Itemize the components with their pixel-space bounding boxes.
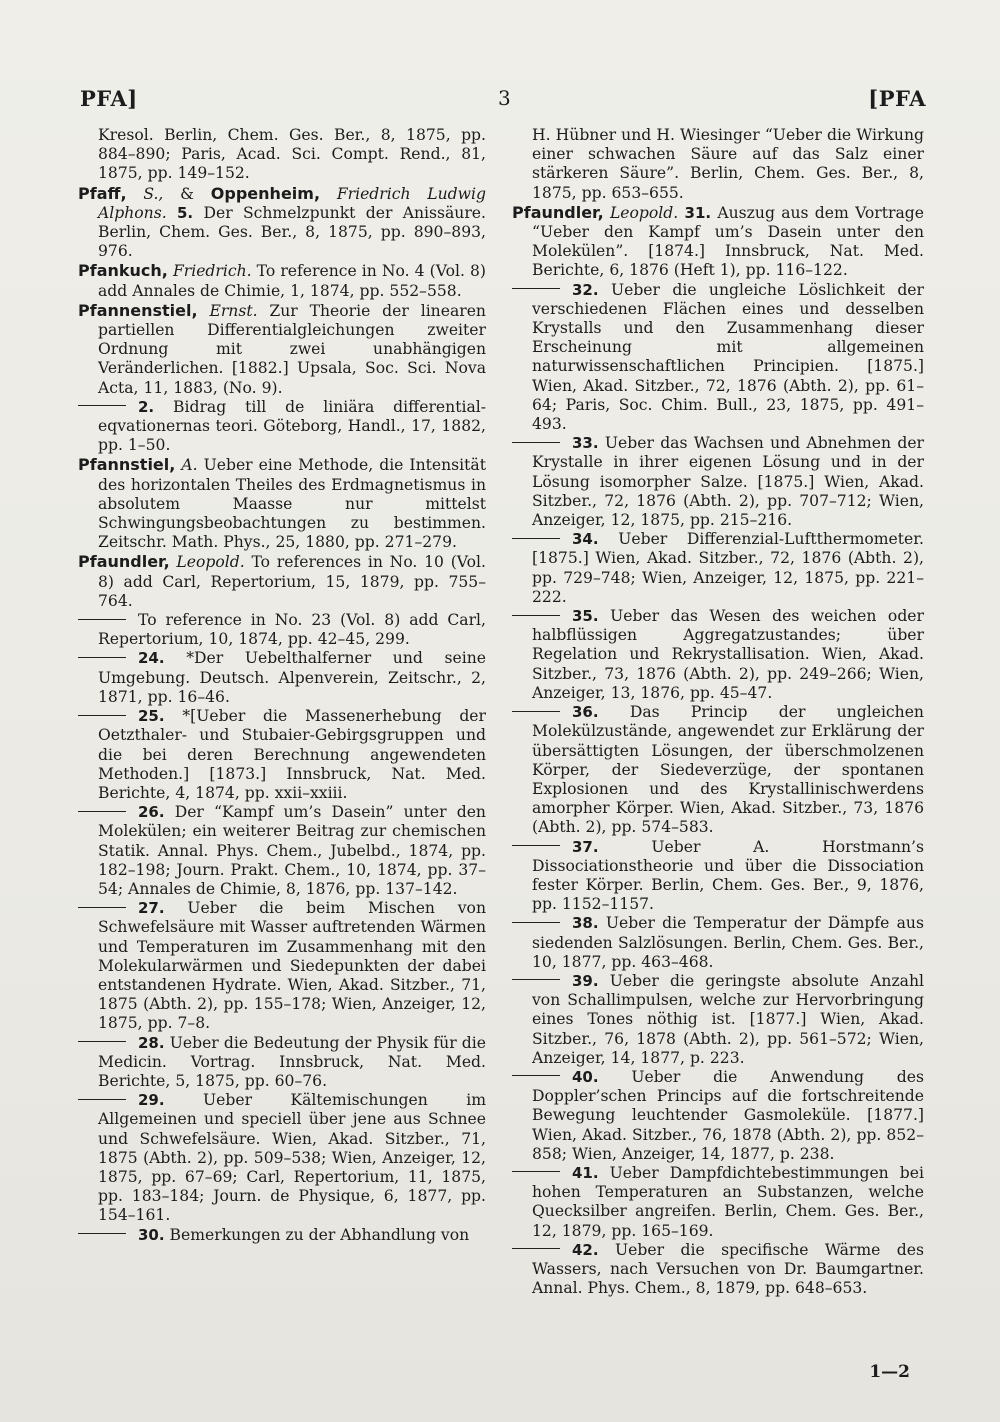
author-given-name: S.,	[143, 184, 164, 203]
ditto-rule	[78, 811, 126, 812]
ditto-rule	[512, 538, 560, 539]
entry-number: 2.	[138, 397, 155, 416]
entry-number: 41.	[572, 1163, 599, 1182]
entry-text: Ueber die beim Mischen von Schwefelsäure mit Wasser auftretenden Wärmen und Temperaturen im Zusammenhang mit den Molekularwärmen und Siedepunkten der dabei entstandenen Hydrate. Wien, Akad. Sitzber., 71, 1875 (Abth. 2), pp. 155–178; Wien, Anzeiger, 12, 1875, pp. 7–8.	[98, 899, 486, 1033]
entry-number: 38.	[572, 914, 599, 933]
ditto-rule	[78, 657, 126, 658]
entry-text: Ueber das Wesen des weichen oder halbflüssigen Aggregatzustandes; über Regelation und Rekrystallisation. Wien, Akad. Sitzber., 73, 1876 (Abth. 2), pp. 249–266; Wien, Anzeiger, 13, 1876, pp. 45–47.	[532, 607, 924, 702]
page-number: 3	[498, 86, 512, 110]
entry-text: Das Princip der ungleichen Molekülzustände, angewendet zur Erklärung der übersättigten Lösungen, der überschmolzenen Körper, der Siedeverzüge, der spontanen Explosionen und des Krystallinischwerdens amorpher Körper. Wien, Akad. Sitzber., 73, 1876 (Abth. 2), pp. 574–583.	[532, 703, 924, 837]
ditto-entry	[78, 649, 486, 707]
author-entry	[78, 301, 486, 398]
ditto-rule	[512, 711, 560, 712]
ditto-rule	[512, 1248, 560, 1249]
entry-text: To references in No. 10 (Vol. 8) add Carl, Repertorium, 15, 1879, pp. 755–764.	[98, 553, 486, 610]
author-given-name: Ernst.	[209, 301, 258, 320]
entry-text: Bemerkungen zu der Abhandlung von	[169, 1225, 470, 1244]
entry-number: 24.	[138, 649, 165, 668]
author-entry	[78, 552, 486, 611]
entry-number: 33.	[572, 434, 599, 453]
ditto-entry	[78, 398, 486, 456]
entry-text: Ueber die Bedeutung der Physik für die Medicin. Vortrag. Innsbruck, Nat. Med. Berichte, 5, 1875, pp. 60–76.	[98, 1033, 486, 1090]
ditto-rule	[512, 442, 560, 443]
author-name: Pfannenstiel,	[78, 300, 198, 320]
entry-text: *Der Uebelthalferner und seine Umgebung. Deutsch. Alpenverein, Zeitschr., 2, 1871, pp. 16–46.	[98, 649, 486, 706]
ditto-entry	[512, 838, 924, 915]
ditto-rule	[512, 922, 560, 923]
entry-number: 42.	[572, 1240, 599, 1259]
author-joiner: &	[180, 184, 211, 203]
entry-text: Ueber Dampfdichtebestimmungen bei hohen Temperaturen an Substanzen, welche Quecksilber angreifen. Berlin, Chem. Ges. Ber., 12, 1879, pp. 165–169.	[532, 1163, 924, 1240]
entry-number: 36.	[572, 703, 599, 722]
ditto-entry	[512, 1241, 924, 1299]
author-given-name: Leopold.	[609, 203, 679, 222]
author-name: Pfaundler,	[78, 552, 170, 572]
ditto-entry	[78, 611, 486, 649]
ditto-entry	[512, 530, 924, 607]
entry-text: Ueber die specifische Wärme des Wassers, nach Versuchen von Dr. Baumgartner. Annal. Phys. Chem., 8, 1879, pp. 648–653.	[532, 1240, 924, 1298]
author-name: Pfaundler,	[512, 202, 604, 222]
entry-text: Ueber Differenzial-Luftthermometer. [1875.] Wien, Akad. Sitzber., 72, 1876 (Abth. 2), pp. 729–748; Wien, Anzeiger, 12, 1875, pp. 221–222.	[532, 530, 924, 606]
author-entry	[78, 184, 486, 262]
ditto-entry	[512, 1068, 924, 1164]
ditto-rule	[78, 907, 126, 908]
entry-number: 37.	[572, 837, 599, 856]
entry-text: Ueber die ungleiche Löslichkeit der verschiedenen Flächen eines und desselben Krystalls und den Zusammenhang dieser Erscheinung mit allgemeinen naturwissenschaftlichen Principien. [1875.] Wien, Akad. Sitzber., 72, 1876 (Abth. 2), pp. 61–64; Paris, Soc. Chim. Bull., 23, 1875, pp. 491–493.	[532, 280, 924, 434]
entry-number: 25.	[138, 707, 165, 726]
entry-text: Der “Kampf um’s Dasein” unter den Molekülen; ein weiterer Beitrag zur chemischen Statik. Annal. Phys. Chem., Jubelbd., 1874, pp. 182–198; Journ. Prakt. Chem., 10, 1874, pp. 37–54; Annales de Chimie, 8, 1876, pp. 137–142.	[98, 803, 486, 898]
coauthor-name: Oppenheim,	[210, 183, 321, 203]
entry-number: 40.	[572, 1067, 599, 1086]
author-name: Pfankuch,	[78, 261, 168, 281]
entry-text: Ueber eine Methode, die Intensität des horizontalen Theiles des Erdmagnetismus in absolutem Maasse nur mittelst Schwingungsbeobachtungen zu bestimmen. Zeitschr. Math. Phys., 25, 1880, pp. 271–279.	[98, 456, 486, 552]
entry-text: Zur Theorie der linearen partiellen Differentialgleichungen zweiter Ordnung mit zwei unabhängigen Veränderlichen. [1882.] Upsala, Soc. Sci. Nova Acta, 11, 1883, (No. 9).	[98, 301, 486, 397]
entry-text: Ueber die Anwendung des Doppler’schen Princips auf die fortschreitende Bewegung leuchtender Gasmoleküle. [1877.] Wien, Akad. Sitzber., 76, 1878 (Abth. 2), pp. 852–858; Wien, Anzeiger, 14, 1877, p. 238.	[532, 1067, 924, 1163]
ditto-rule	[512, 615, 560, 616]
ditto-rule	[78, 1099, 126, 1100]
ditto-rule	[512, 1171, 560, 1172]
entry-text: To reference in No. 4 (Vol. 8) add Annales de Chimie, 1, 1874, pp. 552–558.	[98, 262, 486, 300]
ditto-rule	[78, 1041, 126, 1042]
left-column	[78, 126, 486, 1245]
entry-number: 32.	[572, 280, 599, 299]
ditto-rule	[78, 405, 126, 406]
signature-mark: 1—2	[869, 1362, 910, 1382]
author-given-name: A.	[181, 456, 198, 475]
ditto-rule	[512, 288, 560, 289]
ditto-rule	[512, 1075, 560, 1076]
author-entry	[78, 455, 486, 552]
entry-text: Ueber die Temperatur der Dämpfe aus siedenden Salzlösungen. Berlin, Chem. Ges. Ber., 10, 1877, pp. 463–468.	[532, 914, 924, 971]
entry-text: Ueber das Wachsen und Abnehmen der Krystalle in ihrer eigenen Lösung und in der Lösung isomorpher Salze. [1875.] Wien, Akad. Sitzber., 72, 1876 (Abth. 2), pp. 707–712; Wien, Anzeiger, 12, 1875, pp. 215–216.	[532, 434, 924, 530]
ditto-entry	[78, 1226, 486, 1245]
entry-text: Ueber A. Horstmann’s Dissociationstheorie und über die Dissociation fester Körper. Berlin, Chem. Ges. Ber., 9, 1876, pp. 1152–1157.	[532, 837, 924, 914]
entry-text: Ueber die geringste absolute Anzahl von Schallimpulsen, welche zur Hervorbringung eines Tones nöthig ist. [1877.] Wien, Akad. Sitzber., 76, 1878 (Abth. 2), pp. 561–572; Wien, Anzeiger, 14, 1877, p. 223.	[532, 971, 924, 1067]
entry-number: 27.	[138, 899, 165, 918]
entry-continuation	[512, 126, 924, 203]
author-entry	[78, 261, 486, 300]
running-head-left: PFA]	[80, 86, 138, 111]
entry-text: Der Schmelzpunkt der Anissäure. Berlin, Chem. Ges. Ber., 8, 1875, pp. 890–893, 976.	[98, 203, 486, 261]
entry-text: Bidrag till de liniära differential-eqvationernas teori. Göteborg, Handl., 17, 1882, pp. 1–50.	[98, 397, 486, 455]
entry-number: 30.	[138, 1225, 165, 1244]
entry-number: 29.	[138, 1091, 165, 1110]
entry-number: 26.	[138, 803, 165, 822]
ditto-entry	[78, 803, 486, 899]
ditto-rule	[78, 1233, 126, 1234]
entry-text: To reference in No. 23 (Vol. 8) add Carl, Repertorium, 10, 1874, pp. 42–45, 299.	[98, 611, 486, 649]
right-column	[512, 126, 924, 1298]
ditto-entry	[78, 899, 486, 1033]
ditto-entry	[512, 703, 924, 837]
ditto-entry	[512, 1164, 924, 1241]
entry-text: Auszug aus dem Vortrage “Ueber den Kampf um’s Dasein unter den Molekülen”. [1874.] Innsbruck, Nat. Med. Berichte, 6, 1876 (Heft 1), pp. 116–122.	[532, 203, 924, 280]
entry-continuation	[78, 126, 486, 184]
ditto-rule	[512, 979, 560, 980]
author-entry	[512, 203, 924, 281]
ditto-entry	[512, 972, 924, 1068]
ditto-rule	[512, 845, 560, 846]
ditto-rule	[78, 619, 126, 620]
entry-number: 39.	[572, 971, 599, 990]
entry-text: H. Hübner und H. Wiesinger “Ueber die Wirkung einer schwachen Säure auf das Salz einer stärkeren Säure”. Berlin, Chem. Ges. Ber., 8, 1875, pp. 653–655.	[532, 126, 924, 202]
author-given-name: Leopold.	[176, 553, 245, 572]
entry-number: 28.	[138, 1033, 165, 1052]
ditto-entry	[512, 607, 924, 703]
author-name: Pfaff,	[78, 183, 127, 203]
entry-text: *[Ueber die Massenerhebung der Oetzthaler- und Stubaier-Gebirgsgruppen und die bei deren Berechnung angewendeten Methoden.] [1873.] Innsbruck, Nat. Med. Berichte, 4, 1874, pp. xxii–xxiii.	[98, 707, 486, 802]
ditto-entry	[512, 434, 924, 530]
ditto-entry	[78, 707, 486, 803]
running-head-right: [PFA	[868, 86, 926, 111]
ditto-rule	[78, 715, 126, 716]
entry-text: Kresol. Berlin, Chem. Ges. Ber., 8, 1875, pp. 884–890; Paris, Acad. Sci. Compt. Rend., 81, 1875, pp. 149–152.	[98, 126, 486, 183]
ditto-entry	[512, 281, 924, 435]
entry-number: 31.	[684, 203, 712, 222]
entry-number: 35.	[572, 607, 599, 626]
author-name: Pfannstiel,	[78, 455, 176, 475]
entry-text: Ueber Kältemischungen im Allgemeinen und speciell über jene aus Schnee und Schwefelsäure. Wien, Akad. Sitzber., 71, 1875 (Abth. 2), pp. 509–538; Wien, Anzeiger, 12, 1875, pp. 67–69; Carl, Repertorium, 11, 1875, pp. 183–184; Journ. de Physique, 6, 1877, pp. 154–161.	[98, 1091, 486, 1225]
coauthor-given-name: Friedrich Ludwig Alphons.	[98, 184, 486, 222]
entry-number: 5.	[177, 203, 194, 222]
author-given-name: Friedrich.	[172, 262, 252, 281]
entry-number: 34.	[572, 530, 599, 549]
ditto-entry	[78, 1091, 486, 1225]
ditto-entry	[512, 914, 924, 972]
ditto-entry	[78, 1034, 486, 1092]
